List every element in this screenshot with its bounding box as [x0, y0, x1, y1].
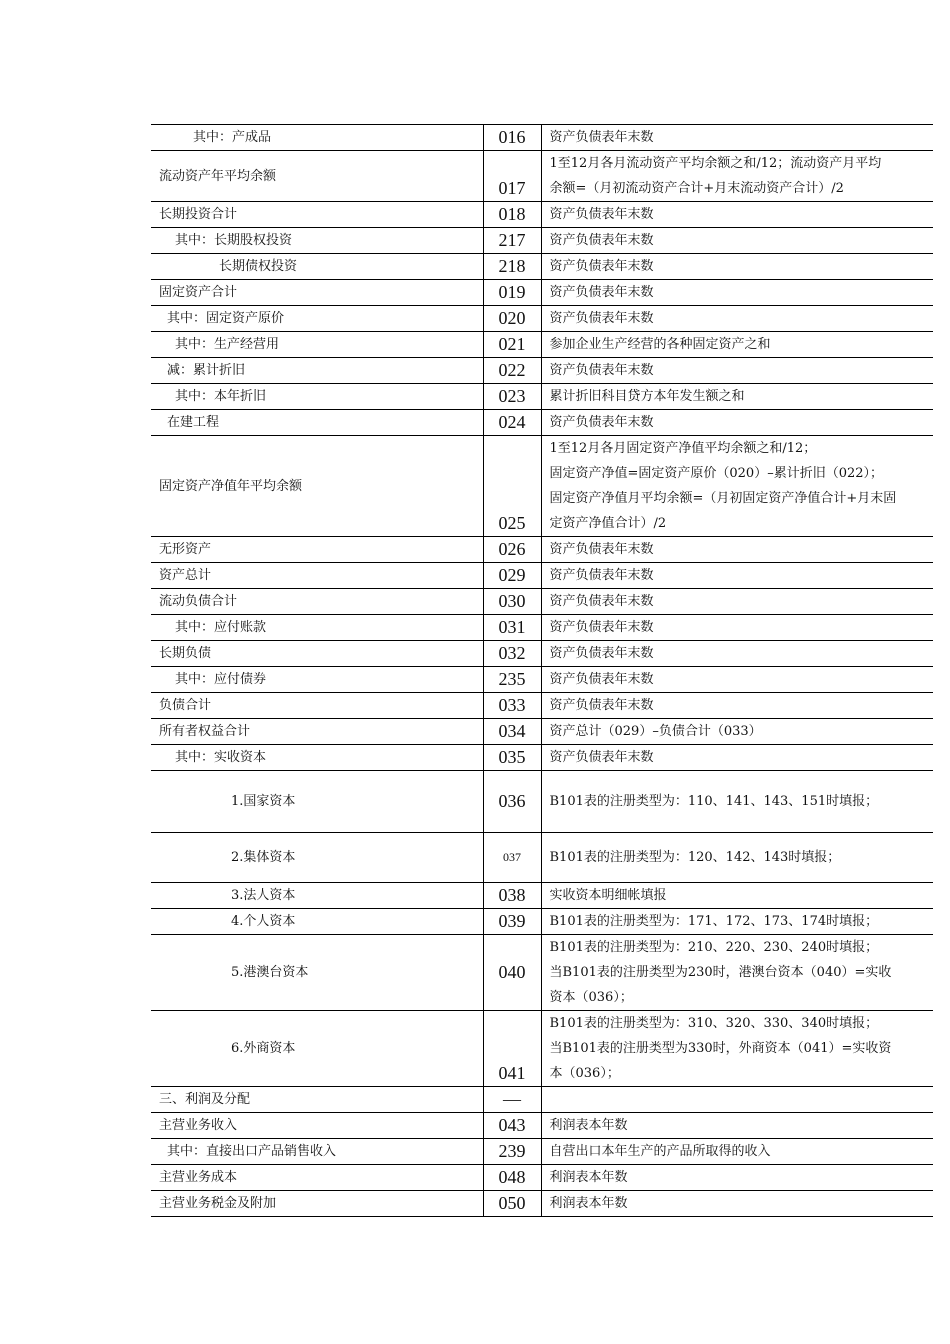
row-item-name: 其中：生产经营用: [151, 332, 483, 358]
row-item-description: [541, 935, 933, 1011]
table-row: [151, 1165, 933, 1191]
description-line: 参加企业生产经营的各种固定资产之和: [549, 337, 771, 352]
row-item-name: 2.集体资本: [151, 833, 483, 883]
row-item-description: [541, 1191, 933, 1217]
row-item-name: 其中：应付账款: [151, 615, 483, 641]
table-row: [151, 641, 933, 667]
row-item-description: [541, 1113, 933, 1139]
row-item-description: [541, 771, 933, 833]
row-item-description: [541, 589, 933, 615]
row-item-code: 218: [483, 254, 541, 280]
table-row: [151, 589, 933, 615]
row-item-code: 030: [483, 589, 541, 615]
table-row: [151, 935, 933, 1011]
row-item-name: 流动负债合计: [151, 589, 483, 615]
description-line: 自营出口本年生产的产品所取得的收入: [549, 1144, 771, 1159]
description-line: 资产负债表年末数: [549, 620, 654, 635]
row-item-code: 041: [483, 1011, 541, 1087]
row-item-name: 固定资产净值年平均余额: [151, 436, 483, 537]
row-item-code: 037: [483, 833, 541, 883]
description-line: 资产负债表年末数: [549, 285, 654, 300]
table-row: [151, 1113, 933, 1139]
row-item-name: 其中：本年折旧: [151, 384, 483, 410]
row-item-code: 032: [483, 641, 541, 667]
row-item-description: [541, 1165, 933, 1191]
row-item-description: [541, 667, 933, 693]
row-item-code: 217: [483, 228, 541, 254]
row-item-code: 035: [483, 745, 541, 771]
row-item-code: 021: [483, 332, 541, 358]
row-item-code: 026: [483, 537, 541, 563]
table-row: [151, 563, 933, 589]
row-item-name: 其中：直接出口产品销售收入: [151, 1139, 483, 1165]
description-line: 当B101表的注册类型为330时，外商资本（041）=实收资: [549, 1041, 892, 1056]
table-row: [151, 693, 933, 719]
table-row: [151, 1011, 933, 1087]
row-item-code: 023: [483, 384, 541, 410]
row-item-name: 6.外商资本: [151, 1011, 483, 1087]
table-row: [151, 280, 933, 306]
row-item-code: 020: [483, 306, 541, 332]
row-item-name: 1.国家资本: [151, 771, 483, 833]
description-line: 资产负债表年末数: [549, 233, 654, 248]
row-item-code: 029: [483, 563, 541, 589]
row-item-code: 039: [483, 909, 541, 935]
row-item-code: —: [483, 1087, 541, 1113]
table-row: [151, 384, 933, 410]
row-item-description: [541, 280, 933, 306]
row-item-code: 016: [483, 125, 541, 151]
row-item-code: 040: [483, 935, 541, 1011]
row-item-description: [541, 745, 933, 771]
row-item-description: [541, 125, 933, 151]
row-item-name: 流动资产年平均余额: [151, 151, 483, 202]
row-item-description: [541, 151, 933, 202]
description-line: 利润表本年数: [549, 1196, 628, 1211]
description-line: 1至12月各月流动资产平均余额之和/12；流动资产月平均: [549, 156, 882, 171]
description-line: 资产总计（029）–负债合计（033）: [549, 724, 762, 739]
description-line: 资产负债表年末数: [549, 646, 654, 661]
table-row: [151, 833, 933, 883]
table-row: [151, 1087, 933, 1113]
description-line: 当B101表的注册类型为230时，港澳台资本（040）=实收: [549, 965, 892, 980]
row-item-description: [541, 909, 933, 935]
description-line: 资产负债表年末数: [549, 259, 654, 274]
description-line: 资产负债表年末数: [549, 130, 654, 145]
row-item-name: 三、利润及分配: [151, 1087, 483, 1113]
row-item-name: 其中：实收资本: [151, 745, 483, 771]
row-item-name: 主营业务税金及附加: [151, 1191, 483, 1217]
row-item-name: 4.个人资本: [151, 909, 483, 935]
table-row: [151, 410, 933, 436]
row-item-name: 减：累计折旧: [151, 358, 483, 384]
table-row: [151, 151, 933, 202]
table-row: [151, 719, 933, 745]
description-line: 1至12月各月固定资产净值平均余额之和/12；: [549, 441, 817, 456]
table-row: [151, 883, 933, 909]
row-item-description: [541, 563, 933, 589]
table-row: [151, 332, 933, 358]
row-item-code: 034: [483, 719, 541, 745]
row-item-description: [541, 254, 933, 280]
row-item-code: 024: [483, 410, 541, 436]
description-line: 资产负债表年末数: [549, 750, 654, 765]
row-item-code: 031: [483, 615, 541, 641]
table-row: [151, 436, 933, 537]
description-line: B101表的注册类型为：120、142、143时填报；: [549, 850, 841, 865]
row-item-description: [541, 332, 933, 358]
description-line: 资产负债表年末数: [549, 311, 654, 326]
row-item-description: [541, 202, 933, 228]
row-item-name: 在建工程: [151, 410, 483, 436]
table-row: [151, 615, 933, 641]
row-item-description: [541, 883, 933, 909]
row-item-name: 长期投资合计: [151, 202, 483, 228]
row-item-code: 048: [483, 1165, 541, 1191]
table-row: [151, 1191, 933, 1217]
table-row: [151, 771, 933, 833]
row-item-description: [541, 693, 933, 719]
table-row: [151, 1139, 933, 1165]
row-item-name: 长期债权投资: [151, 254, 483, 280]
row-item-code: 019: [483, 280, 541, 306]
row-item-description: [541, 306, 933, 332]
row-item-code: 239: [483, 1139, 541, 1165]
description-line: B101表的注册类型为：171、172、173、174时填报；: [549, 914, 879, 929]
row-item-code: 038: [483, 883, 541, 909]
row-item-name: 固定资产合计: [151, 280, 483, 306]
table-row: [151, 202, 933, 228]
table-row: [151, 306, 933, 332]
row-item-description: [541, 358, 933, 384]
row-item-description: [541, 615, 933, 641]
table-row: [151, 254, 933, 280]
row-item-name: 无形资产: [151, 537, 483, 563]
row-item-code: 043: [483, 1113, 541, 1139]
row-item-name: 5.港澳台资本: [151, 935, 483, 1011]
description-line: 资产负债表年末数: [549, 698, 654, 713]
table-row: [151, 537, 933, 563]
indicator-table-body: [151, 125, 933, 1217]
description-line: 本（036）；: [549, 1066, 620, 1081]
row-item-code: 033: [483, 693, 541, 719]
row-item-code: 018: [483, 202, 541, 228]
row-item-name: 其中：长期股权投资: [151, 228, 483, 254]
description-line: 资产负债表年末数: [549, 415, 654, 430]
table-row: [151, 745, 933, 771]
description-line: B101表的注册类型为：210、220、230、240时填报；: [549, 940, 879, 955]
row-item-description: [541, 384, 933, 410]
table-row: [151, 909, 933, 935]
row-item-code: 036: [483, 771, 541, 833]
row-item-code: 050: [483, 1191, 541, 1217]
description-line: 利润表本年数: [549, 1170, 628, 1185]
row-item-code: 022: [483, 358, 541, 384]
description-line: 资产负债表年末数: [549, 542, 654, 557]
row-item-name: 负债合计: [151, 693, 483, 719]
description-line: 定资产净值合计）/2: [549, 516, 667, 531]
row-item-name: 资产总计: [151, 563, 483, 589]
description-line: 资产负债表年末数: [549, 672, 654, 687]
row-item-name: 其中：产成品: [151, 125, 483, 151]
row-item-description: [541, 1087, 933, 1113]
description-line: 资产负债表年末数: [549, 363, 654, 378]
description-line: 固定资产净值=固定资产原价（020）–累计折旧（022）；: [549, 466, 884, 481]
row-item-description: [541, 228, 933, 254]
row-item-code: 235: [483, 667, 541, 693]
row-item-description: [541, 833, 933, 883]
row-item-name: 长期负债: [151, 641, 483, 667]
row-item-description: [541, 1139, 933, 1165]
row-item-description: [541, 641, 933, 667]
row-item-description: [541, 537, 933, 563]
row-item-name: 所有者权益合计: [151, 719, 483, 745]
row-item-description: [541, 1011, 933, 1087]
indicator-table: [151, 124, 933, 1217]
description-line: 实收资本明细帐填报: [549, 888, 667, 903]
row-item-description: [541, 719, 933, 745]
description-line: B101表的注册类型为：310、320、330、340时填报；: [549, 1016, 879, 1031]
table-row: [151, 667, 933, 693]
row-item-name: 3.法人资本: [151, 883, 483, 909]
description-line: 累计折旧科目贷方本年发生额之和: [549, 389, 745, 404]
row-item-description: [541, 410, 933, 436]
description-line: 资产负债表年末数: [549, 207, 654, 222]
row-item-name: 主营业务收入: [151, 1113, 483, 1139]
row-item-code: 017: [483, 151, 541, 202]
row-item-name: 其中：应付债券: [151, 667, 483, 693]
description-line: 资本（036）；: [549, 990, 633, 1005]
table-row: [151, 228, 933, 254]
table-row: [151, 358, 933, 384]
row-item-name: 主营业务成本: [151, 1165, 483, 1191]
table-row: [151, 125, 933, 151]
description-line: B101表的注册类型为：110、141、143、151时填报；: [549, 794, 879, 809]
description-line: 余额=（月初流动资产合计+月末流动资产合计）/2: [549, 181, 844, 196]
row-item-description: [541, 436, 933, 537]
description-line: 资产负债表年末数: [549, 594, 654, 609]
description-line: 资产负债表年末数: [549, 568, 654, 583]
description-line: 利润表本年数: [549, 1118, 628, 1133]
row-item-name: 其中：固定资产原价: [151, 306, 483, 332]
row-item-code: 025: [483, 436, 541, 537]
description-line: 固定资产净值月平均余额=（月初固定资产净值合计+月末固: [549, 491, 897, 506]
